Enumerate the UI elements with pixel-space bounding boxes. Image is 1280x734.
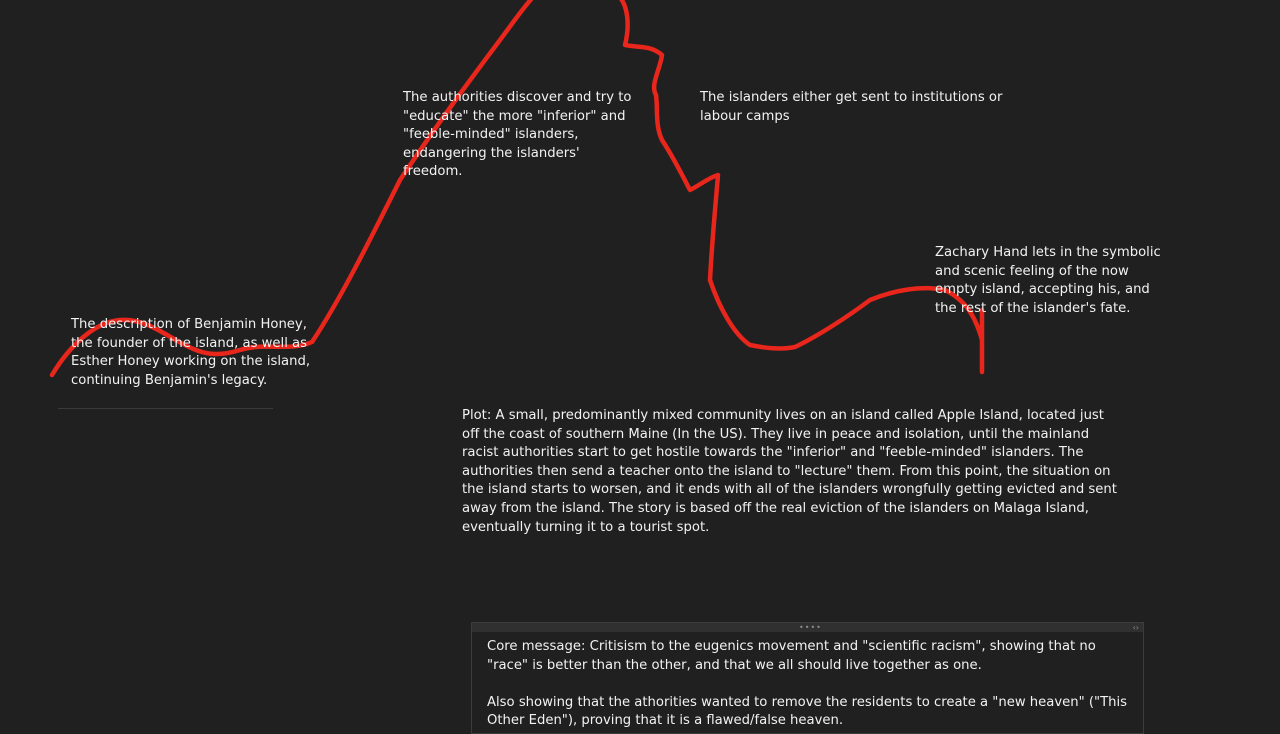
core-message-text[interactable] xyxy=(487,638,1137,731)
also-showing-paragraph[interactable]: Also showing that the athorities wanted to remove the residents to create a "new heaven" ("This Other Eden"), proving that it is a flawed/false heaven. xyxy=(487,694,1128,729)
note-intro[interactable]: The description of Benjamin Honey, the founder of the island, as well as Esther Honey working on the island, continuing Benjamin's legacy. xyxy=(71,317,311,388)
active-note-container[interactable] xyxy=(471,622,1144,734)
container-divider xyxy=(58,408,273,409)
note-ending[interactable]: Zachary Hand lets in the symbolic and scenic feeling of the now empty island, accepting his, and the rest of the islander's fate. xyxy=(935,245,1161,316)
note-institutions[interactable]: The islanders either get sent to institutions or labour camps xyxy=(700,90,1003,124)
container-move-handle[interactable] xyxy=(472,623,1143,632)
grip-dots-icon[interactable]: •••• xyxy=(799,623,822,632)
resize-arrows-icon[interactable]: ‹› xyxy=(1132,623,1139,632)
note-authorities[interactable]: The authorities discover and try to "educate" the more "inferior" and "feeble-minded" islanders, endangering the islanders' freedom. xyxy=(403,90,632,180)
core-message-paragraph[interactable]: Core message: Critisism to the eugenics movement and "scientific racism", showing that no "race" is better than the other, and that we all should live together as one. xyxy=(487,639,1096,673)
note-plot[interactable]: Plot: A small, predominantly mixed community lives on an island called Apple Island, located just off the coast of southern Maine (In the US). They live in peace and isolation, until the mainland racist authorities start to get hostile towards the "inferior" and "feeble-minded" islanders. The authorities then send a teacher onto the island to "lecture" them. From this point, the situation on the island starts to worsen, and it ends with all of the islanders wrongfully getting evicted and sent away from the island. The story is based off the real eviction of the islanders on Malaga Island, eventually turning it to a tourist spot. xyxy=(462,408,1117,535)
